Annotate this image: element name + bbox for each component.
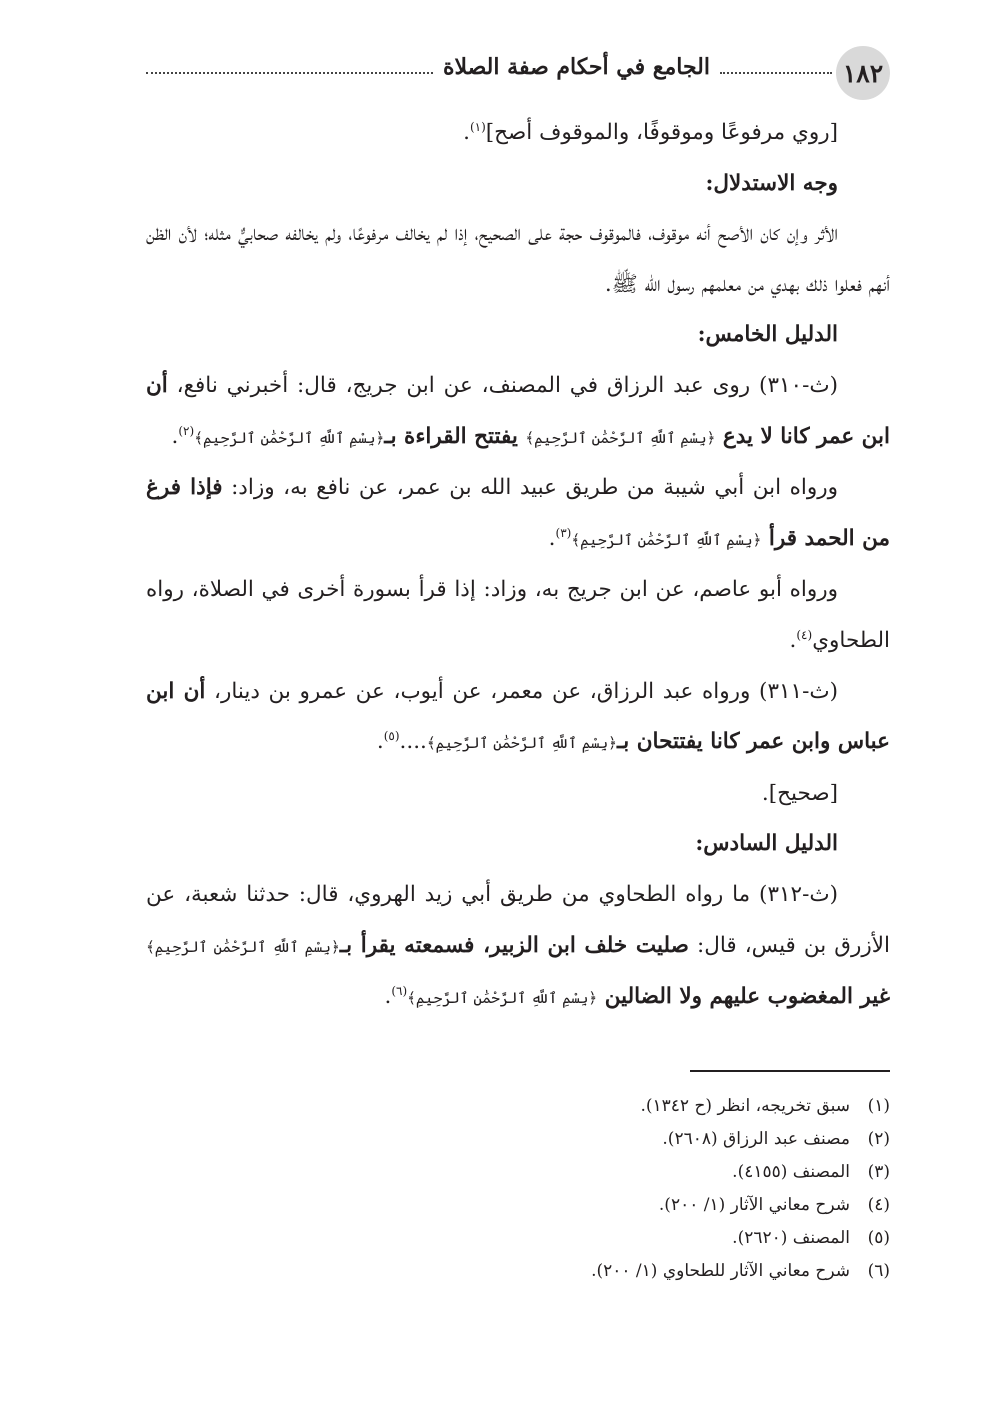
punctuation: . bbox=[463, 120, 470, 145]
paragraph bbox=[146, 108, 890, 159]
section-heading: الدليل السادس: bbox=[695, 831, 838, 857]
punctuation: . bbox=[789, 627, 797, 653]
section-heading: الدليل الخامس: bbox=[697, 322, 838, 348]
paragraph-text: [روي مرفوعًا وموقوفًا، والموقوف أصح] bbox=[485, 120, 838, 145]
footnote-number: (٣) bbox=[867, 1162, 890, 1182]
footnotes bbox=[190, 1090, 890, 1288]
footnote-text: المصنف (٤١٥٥). bbox=[732, 1162, 850, 1182]
header-dots-left bbox=[146, 72, 433, 74]
bold-quote: فإذا فرغ من الحمد قرأ bbox=[146, 475, 890, 551]
paragraph-text: ورواه ابن أبي شيبة من طريق عبيد الله بن عمر، عن نافع به، وزاد: bbox=[222, 475, 838, 501]
footnote-ref[interactable]: (٢) bbox=[178, 423, 195, 438]
page-header bbox=[146, 44, 890, 102]
basmala-quote: ﴿بِسْمِ ٱللَّهِ ٱلرَّحْمَٰنِ ٱلرَّحِيمِ﴾ bbox=[571, 530, 762, 549]
paragraph bbox=[146, 667, 890, 769]
basmala-quote: ﴿بِسْمِ ٱللَّهِ ٱلرَّحْمَٰنِ ٱلرَّحِيمِ﴾ bbox=[407, 989, 598, 1008]
bold-quote: صليت خلف ابن الزبير، فسمعته يقرأ بـ bbox=[339, 932, 689, 958]
footnote-number: (٥) bbox=[867, 1228, 890, 1248]
main-text bbox=[146, 108, 890, 1024]
basmala-quote: ﴿بِسْمِ ٱللَّهِ ٱلرَّحْمَٰنِ ٱلرَّحِيمِ﴾ bbox=[525, 428, 716, 447]
paragraph bbox=[146, 361, 890, 463]
paragraph-text: ورواه أبو عاصم، عن ابن جريج به، وزاد: إذا قرأ بسورة أخرى في الصلاة، رواه الطحاوي bbox=[146, 577, 890, 653]
basmala-quote: ﴿بِسْمِ ٱللَّهِ ٱلرَّحْمَٰنِ ٱلرَّحِيمِ﴾ bbox=[146, 937, 340, 956]
footnote-text: شرح معاني الآثار (١/ ٢٠٠). bbox=[658, 1195, 850, 1215]
paragraph-text: . bbox=[548, 525, 556, 551]
footnote-text: سبق تخريجه، انظر (ح ١٣٤٢). bbox=[640, 1096, 850, 1116]
bold-quote: يفتتح القراءة بـ bbox=[384, 423, 526, 449]
bold-quote: أن ابن عمر كانا لا يدع bbox=[146, 372, 890, 449]
running-head bbox=[146, 54, 832, 80]
footnote-ref[interactable]: (٣) bbox=[555, 525, 572, 540]
paragraph-text: . bbox=[376, 729, 384, 755]
footnote-number: (١) bbox=[867, 1096, 890, 1116]
footnote-item bbox=[190, 1189, 890, 1222]
paragraph-text: [صحيح]. bbox=[761, 780, 838, 806]
paragraph bbox=[146, 209, 890, 310]
footnote-ref[interactable]: (٥) bbox=[383, 728, 400, 743]
header-dots-right bbox=[720, 72, 832, 74]
page-number: ١٨٢ bbox=[836, 46, 890, 100]
paragraph bbox=[146, 870, 890, 1024]
footnote-text: شرح معاني الآثار للطحاوي (١/ ٢٠٠). bbox=[591, 1261, 850, 1281]
paragraph-text: (ث-٣١٢) ما رواه الطحاوي من طريق أبي زيد الهروي، قال: حدثنا شعبة، عن الأزرق بن قيس، قال: bbox=[146, 881, 890, 958]
basmala-quote: ﴿بِسْمِ ٱللَّهِ ٱلرَّحْمَٰنِ ٱلرَّحِيمِ﴾ bbox=[194, 428, 385, 447]
bold-quote: غير المغضوب عليهم ولا الضالين bbox=[597, 984, 890, 1010]
footnote-ref[interactable]: (٤) bbox=[796, 627, 813, 642]
footnote-ref[interactable]: (٦) bbox=[391, 983, 408, 998]
footnote-number: (٦) bbox=[867, 1261, 890, 1281]
footnote-item bbox=[190, 1090, 890, 1123]
footnote-separator bbox=[690, 1070, 890, 1072]
paragraph bbox=[146, 463, 890, 565]
paragraph-text: (ث-٣١١) ورواه عبد الرزاق، عن معمر، عن أيوب، عن عمرو بن دينار، bbox=[205, 678, 838, 704]
footnote-number: (٤) bbox=[867, 1195, 890, 1215]
paragraph-text: . bbox=[171, 423, 179, 449]
basmala-quote: ﴿بِسْمِ ٱللَّهِ ٱلرَّحْمَٰنِ ٱلرَّحِيمِ﴾ bbox=[426, 734, 617, 753]
footnote-text: المصنف (٢٦٢٠). bbox=[732, 1228, 850, 1248]
paragraph bbox=[146, 769, 890, 820]
footnote-item bbox=[190, 1222, 890, 1255]
paragraph bbox=[146, 565, 890, 666]
footnote-number: (٢) bbox=[867, 1129, 890, 1149]
footnote-ref[interactable]: (١) bbox=[469, 119, 486, 134]
section-heading: وجه الاستدلال: bbox=[705, 170, 838, 196]
running-title: الجامع في أحكام صفة الصلاة bbox=[442, 54, 710, 80]
footnote-item bbox=[190, 1123, 890, 1156]
footnote-item bbox=[190, 1156, 890, 1189]
paragraph-text: الأثر وإن كان الأصح أنه موقوف، فالموقوف حجة على الصحيح، إذا لم يخالف مرفوعًا، ولم يخالفه صحابيٌّ مثله؛ لأن الظن أنهم فعلوا ذلك بهدي من معلمهم رسول الله ﷺ. bbox=[146, 221, 890, 297]
paragraph-text: (ث-٣١٠) روى عبد الرزاق في المصنف، عن ابن جريج، قال: أخبرني نافع، bbox=[167, 372, 838, 398]
footnote-text: مصنف عبد الرزاق (٢٦٠٨). bbox=[662, 1129, 850, 1149]
paragraph-text: .... bbox=[399, 729, 427, 755]
bold-quote: أن ابن عباس وابن عمر كانا يفتتحان بـ bbox=[146, 678, 890, 755]
footnote-item bbox=[190, 1255, 890, 1288]
paragraph-text: . bbox=[384, 984, 392, 1010]
